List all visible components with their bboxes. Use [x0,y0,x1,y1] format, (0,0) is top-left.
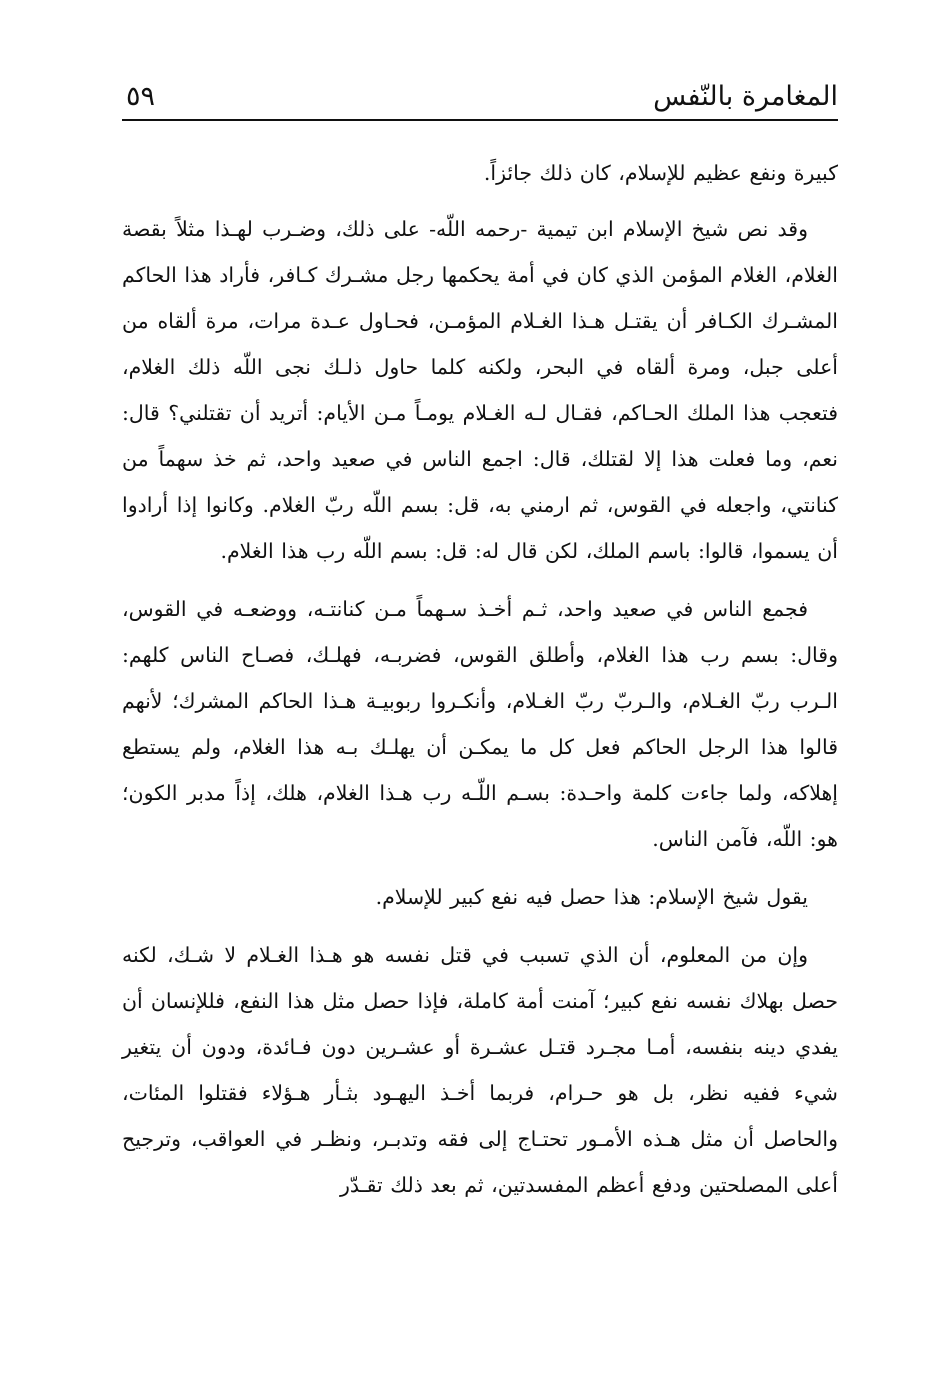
page-body [122,150,838,1208]
page-number: ٥٩ [126,81,156,112]
paragraph: وإن من المعلوم، أن الذي تسبب في قتل نفسه هو هـذا الغـلام لا شـك، لكنه حصل بهلاك نفسه نفع كبير؛ آمنت أمة كاملة، فإذا حصل مثل هذا النفع، فللإنسان أن يفدي دينه بنفسه، أمـا مجـرد قتـل عشـرة أو عشـرين دون فـائدة، ودون أن يتغير شيء ففيه نظر، بل هو حـرام، فربما أخـذ اليهـود بثـأر هـؤلاء فقتلوا المئات، والحاصل أن مثل هـذه الأمـور تحتـاج إلى فقه وتدبـر، ونظـر في العواقب، وترجيح أعلى المصلحتين ودفع أعظم المفسدتين، ثم بعد ذلك تقـدّر [122,943,838,1197]
paragraph: كبيرة ونفع عظيم للإسلام، كان ذلك جائزاً. [483,161,838,185]
paragraph: وقد نص شيخ الإسلام ابن تيمية -رحمه اللّه- على ذلك، وضـرب لهـذا مثلاً بقصة الغلام، الغلام المؤمن الذي كان في أمة يحكمها رجل مشـرك كـافر، فأراد هذا الحاكم المشـرك الكـافر أن يقتـل هـذا الغـلام المؤمـن، فحـاول عـدة مرات، مرة ألقاه من أعلى جبل، ومرة ألقاه في البحر، ولكنه كلما حاول ذلـك نجى اللّه ذلك الغلام، فتعجب هذا الملك الحـاكم، فقـال لـه الغـلام يومـاً مـن الأيام: أتريد أن تقتلني؟ قال: نعم، وما فعلت هذا إلا لقتلك، قال: اجمع الناس في صعيد واحد، ثم خذ سهماً من كنانتي، واجعله في القوس، ثم ارمني به، قل: بسم اللّه ربّ الغلام. وكانوا إذا أرادوا أن يسموا، قالوا: باسم الملك، لكن قال له: قل: بسم اللّه رب هذا الغلام. [122,217,839,563]
header-divider [122,119,838,121]
running-header [122,74,838,120]
paragraph: يقول شيخ الإسلام: هذا حصل فيه نفع كبير للإسلام. [375,885,808,909]
paragraph: فجمع الناس في صعيد واحد، ثـم أخـذ سـهماً مـن كنانتـه، ووضعـه في القوس، وقال: بسم رب هذا الغلام، وأطلق القوس، فضربـه، فهلـك، فصـاح الناس كلهم: الـرب ربّ الغـلام، والـربّ ربّ الغـلام، وأنكـروا ربوبيـة هـذا الحاكم المشرك؛ لأنهم قالوا هذا الرجل الحاكم فعل كل ما يمكـن أن يهلـك بـه هذا الغلام، ولم يستطع إهلاكه، ولما جاءت كلمة واحـدة: بسـم اللّـه رب هـذا الغلام، هلك، إذاً مدبر الكون؛ هو: اللّه، فآمن الناس. [122,597,838,851]
chapter-title: المغامرة بالنّفس [653,81,838,112]
